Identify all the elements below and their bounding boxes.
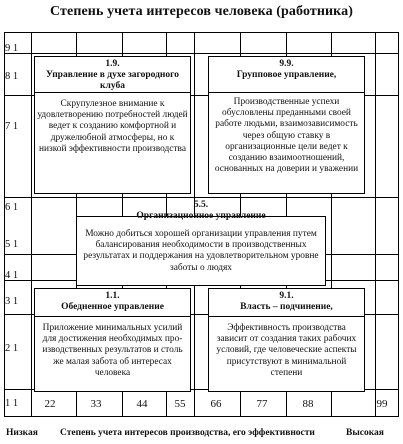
y-tick-label: 2 1 [5,343,19,354]
style-9-9-code: 9.9. [279,59,294,69]
y-tick-label: 4 1 [5,270,19,281]
style-5-5-description: Можно добиться хорошей организации управления путем балансирования необходимости в производственных результатах и поддержания на удовлетворительном уровне заботы о людях [83,229,319,273]
style-9-1-box [208,288,365,392]
x-tick-label: 66 [210,398,222,410]
y-tick-label: 7 1 [5,121,19,132]
x-tick-label: 33 [90,398,102,410]
style-1-1-header [35,289,190,317]
x-tick-label: 44 [136,398,148,410]
y-tick-label: 8 1 [5,71,19,82]
y-tick-label: 9 1 [5,43,19,54]
y-tick-label: 3 1 [5,296,19,307]
style-5-5-title [76,200,326,222]
diagram-title: Степень учета интересов человека (работника) [50,4,353,19]
grid-line [5,197,398,198]
x-axis-low-label: Низкая [6,428,38,438]
style-1-9-header [35,57,190,93]
y-tick-label: 6 1 [5,202,19,213]
style-1-9-code: 1.9. [105,59,120,69]
x-tick-label: 22 [44,398,56,410]
style-9-9-box [208,56,365,194]
x-tick-label: 55 [174,398,186,410]
x-tick-label: 99 [376,398,388,410]
y-tick-label: 5 1 [5,239,19,250]
style-1-1-code: 1.1. [105,291,120,301]
grid-line [375,33,376,416]
style-9-9-description: Производственные успехи обусловлены преданными своей работе людьми, взаимозависимость через общую ставку в организационные цели ведет к созданию взаимоотношений, основанных на доверии и уважении [214,97,359,175]
style-9-1-name: Власть – подчинение, [240,302,333,312]
x-axis-high-label: Высокая [346,428,384,438]
style-5-5-name: Организационное управление [136,211,266,221]
style-1-1-name: Обедненное управление [61,302,164,312]
style-1-9-box [34,56,191,194]
grid-line [31,33,32,416]
grid-line [5,53,398,54]
y-tick-label: 1 1 [5,398,19,409]
style-9-1-code: 9.1. [279,291,294,301]
x-axis-caption: Степень учета интересов производства, его эффективности [60,428,315,438]
x-tick-label: 77 [256,398,268,410]
x-tick-label: 88 [302,398,314,410]
style-9-1-header [209,289,364,317]
style-9-9-name: Групповое управление, [236,70,337,80]
style-1-1-box [34,288,191,392]
style-9-1-description: Эффективность производства зависит от создания таких рабочих условий, где человеческие аспекты присутствуют в минимальной степени [216,323,357,378]
style-1-1-description: Приложение минимальных усилий для достижения необходимых про-изводственных результатов и столь же малая забота об интересах человека [42,323,183,378]
style-9-9-header [209,57,364,93]
style-5-5-code: 5.5. [193,200,209,210]
style-1-9-description: Скрупулезное внимание к удовлетворению потребностей людей ведет к созданию комфортной и дружелюбной атмосферы, но к низкой эффективности производства [37,99,188,154]
style-1-9-name: Управление в духе загородного клуба [46,70,179,91]
